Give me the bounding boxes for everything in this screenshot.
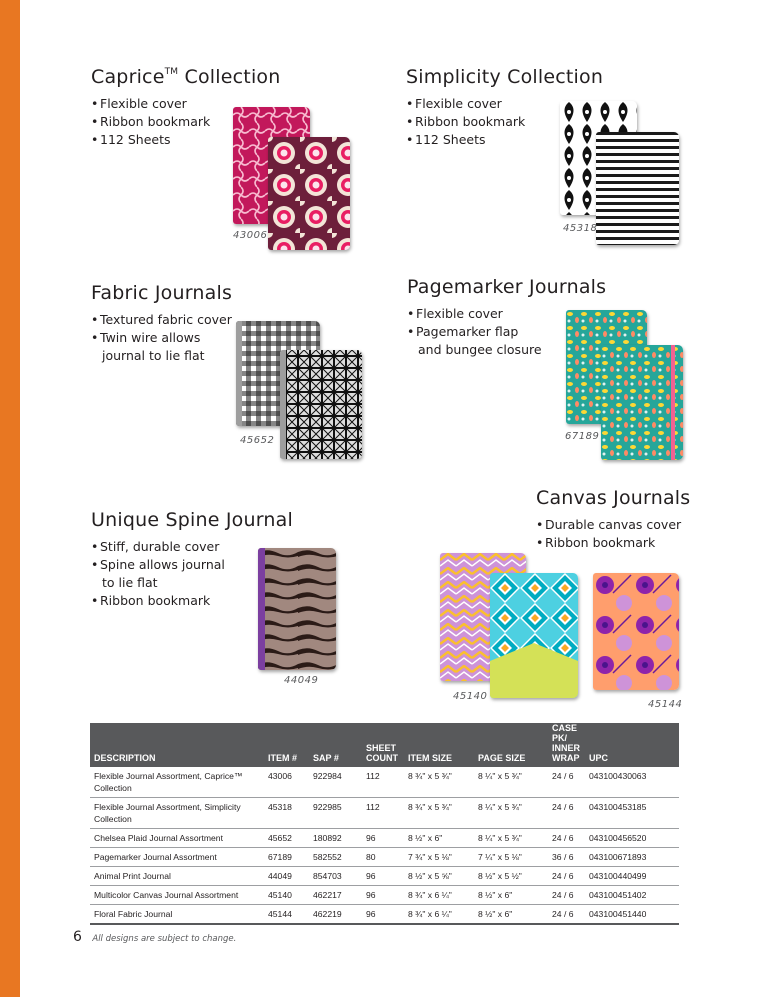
cell-case: 24 / 6 xyxy=(548,767,585,798)
cell-item: 44049 xyxy=(264,867,309,886)
cell-case: 24 / 6 xyxy=(548,886,585,905)
canvas-item-number: 45144 xyxy=(648,699,683,710)
disclaimer-note: All designs are subject to change. xyxy=(92,934,237,944)
cell-sheets: 112 xyxy=(362,767,404,798)
cell-upc: 043100451402 xyxy=(585,886,679,905)
trademark-mark: TM xyxy=(164,67,179,77)
canvas-item-number: 45140 xyxy=(453,691,488,702)
table-header-row xyxy=(90,723,679,767)
page-number: 6 xyxy=(73,929,82,945)
pagemarker-journal-image-front xyxy=(601,345,683,460)
list-item: • Durable canvas cover xyxy=(536,517,682,532)
column-header-page-size: PAGE SIZE xyxy=(474,723,548,767)
cell-upc: 043100671893 xyxy=(585,848,679,867)
cell-sap: 462217 xyxy=(309,886,362,905)
cell-upc: 043100453185 xyxy=(585,798,679,829)
cell-description: Floral Fabric Journal xyxy=(90,905,264,925)
unique-spine-item-number: 44049 xyxy=(284,675,319,686)
cell-page-size: 8 ¼" x 5 ¾" xyxy=(474,829,548,848)
cell-sheets: 96 xyxy=(362,905,404,925)
cell-description: Flexible Journal Assortment, Caprice™ Collection xyxy=(90,767,264,798)
list-item: • Stiff, durable cover xyxy=(91,539,220,554)
fabric-journal-image-front xyxy=(280,350,362,459)
cell-description: Pagemarker Journal Assortment xyxy=(90,848,264,867)
cell-sap: 854703 xyxy=(309,867,362,886)
cell-case: 24 / 6 xyxy=(548,798,585,829)
table-row xyxy=(90,798,679,829)
cell-sheets: 96 xyxy=(362,867,404,886)
list-item: • Twin wire allows xyxy=(91,330,201,345)
list-item: • 112 Sheets xyxy=(91,132,171,147)
table-row xyxy=(90,886,679,905)
caprice-journal-image-front xyxy=(268,137,350,250)
unique-spine-journal-image xyxy=(258,548,336,670)
simplicity-journal-image-front xyxy=(596,132,679,245)
canvas-journal-image-floral xyxy=(593,573,679,690)
cell-item: 67189 xyxy=(264,848,309,867)
cell-item-size: 8 ½" x 6" xyxy=(404,829,474,848)
list-item: to lie flat xyxy=(102,575,158,590)
cell-sheets: 80 xyxy=(362,848,404,867)
cell-case: 24 / 6 xyxy=(548,867,585,886)
caprice-title: Caprice™ Collection xyxy=(91,66,281,88)
column-header-sheet-count: SHEET COUNT xyxy=(362,723,404,767)
unique-spine-title: Unique Spine Journal xyxy=(91,509,293,531)
cell-item-size: 8 ¾" x 6 ¼" xyxy=(404,886,474,905)
cell-sheets: 96 xyxy=(362,829,404,848)
fabric-title: Fabric Journals xyxy=(91,282,233,304)
cell-upc: 043100456520 xyxy=(585,829,679,848)
list-item: • Ribbon bookmark xyxy=(406,114,526,129)
page-footer xyxy=(73,928,236,946)
cell-sap: 922984 xyxy=(309,767,362,798)
list-item: journal to lie flat xyxy=(102,348,205,363)
cell-page-size: 8 ¼" x 5 ¾" xyxy=(474,767,548,798)
fabric-section xyxy=(91,282,232,365)
pagemarker-title: Pagemarker Journals xyxy=(407,276,607,298)
cell-sap: 180892 xyxy=(309,829,362,848)
table-row xyxy=(90,767,679,798)
canvas-section xyxy=(536,487,690,552)
cell-item: 45318 xyxy=(264,798,309,829)
caprice-item-number: 43006 xyxy=(233,230,268,241)
cell-upc: 043100440499 xyxy=(585,867,679,886)
cell-item: 43006 xyxy=(264,767,309,798)
cell-case: 24 / 6 xyxy=(548,905,585,925)
canvas-title: Canvas Journals xyxy=(536,487,691,509)
cell-item-size: 7 ¾" x 5 ⅛" xyxy=(404,848,474,867)
simplicity-item-number: 45318 xyxy=(563,223,598,234)
cell-sap: 462219 xyxy=(309,905,362,925)
list-item: and bungee closure xyxy=(418,342,542,357)
cell-sap: 582552 xyxy=(309,848,362,867)
cell-page-size: 7 ¼" x 5 ⅛" xyxy=(474,848,548,867)
cell-item: 45652 xyxy=(264,829,309,848)
list-item: • Pagemarker flap xyxy=(407,324,519,339)
list-item: • Ribbon bookmark xyxy=(536,535,656,550)
simplicity-title: Simplicity Collection xyxy=(406,66,604,88)
accent-bar xyxy=(0,0,20,997)
list-item: • Ribbon bookmark xyxy=(91,593,211,608)
table-row xyxy=(90,867,679,886)
cell-sheets: 112 xyxy=(362,798,404,829)
table-row xyxy=(90,905,679,925)
cell-item-size: 8 ¾" x 6 ¼" xyxy=(404,905,474,925)
cell-description: Chelsea Plaid Journal Assortment xyxy=(90,829,264,848)
table-row xyxy=(90,848,679,867)
cell-case: 24 / 6 xyxy=(548,829,585,848)
cell-description: Flexible Journal Assortment, Simplicity Collection xyxy=(90,798,264,829)
cell-item-size: 8 ¾" x 5 ¾" xyxy=(404,798,474,829)
pagemarker-item-number: 67189 xyxy=(565,431,600,442)
cell-page-size: 8 ½" x 6" xyxy=(474,886,548,905)
cell-item: 45140 xyxy=(264,886,309,905)
column-header-case-pack: CASE PK/ INNER WRAP xyxy=(548,723,585,767)
cell-sap: 922985 xyxy=(309,798,362,829)
cell-page-size: 8 ¼" x 5 ¾" xyxy=(474,798,548,829)
list-item: • Ribbon bookmark xyxy=(91,114,211,129)
column-header-upc: UPC xyxy=(585,723,679,767)
list-item: • Flexible cover xyxy=(406,96,502,111)
cell-description: Multicolor Canvas Journal Assortment xyxy=(90,886,264,905)
cell-item-size: 8 ½" x 5 ⅝" xyxy=(404,867,474,886)
canvas-journal-image-diamond xyxy=(490,573,578,698)
table-row xyxy=(90,829,679,848)
cell-description: Animal Print Journal xyxy=(90,867,264,886)
cell-page-size: 8 ½" x 6" xyxy=(474,905,548,925)
fabric-item-number: 45652 xyxy=(240,435,275,446)
cell-item-size: 8 ¾" x 5 ¾" xyxy=(404,767,474,798)
list-item: • Textured fabric cover xyxy=(91,312,232,327)
column-header-item: ITEM # xyxy=(264,723,309,767)
cell-upc: 043100430063 xyxy=(585,767,679,798)
list-item: • Flexible cover xyxy=(91,96,187,111)
column-header-sap: SAP # xyxy=(309,723,362,767)
cell-case: 36 / 6 xyxy=(548,848,585,867)
fabric-features xyxy=(91,311,232,365)
cell-upc: 043100451440 xyxy=(585,905,679,925)
column-header-description: DESCRIPTION xyxy=(90,723,264,767)
column-header-item-size: ITEM SIZE xyxy=(404,723,474,767)
canvas-features xyxy=(536,516,690,552)
cell-page-size: 8 ½" x 5 ½" xyxy=(474,867,548,886)
list-item: • 112 Sheets xyxy=(406,132,486,147)
list-item: • Flexible cover xyxy=(407,306,503,321)
product-spec-table xyxy=(90,723,679,925)
cell-sheets: 96 xyxy=(362,886,404,905)
list-item: • Spine allows journal xyxy=(91,557,225,572)
cell-item: 45144 xyxy=(264,905,309,925)
